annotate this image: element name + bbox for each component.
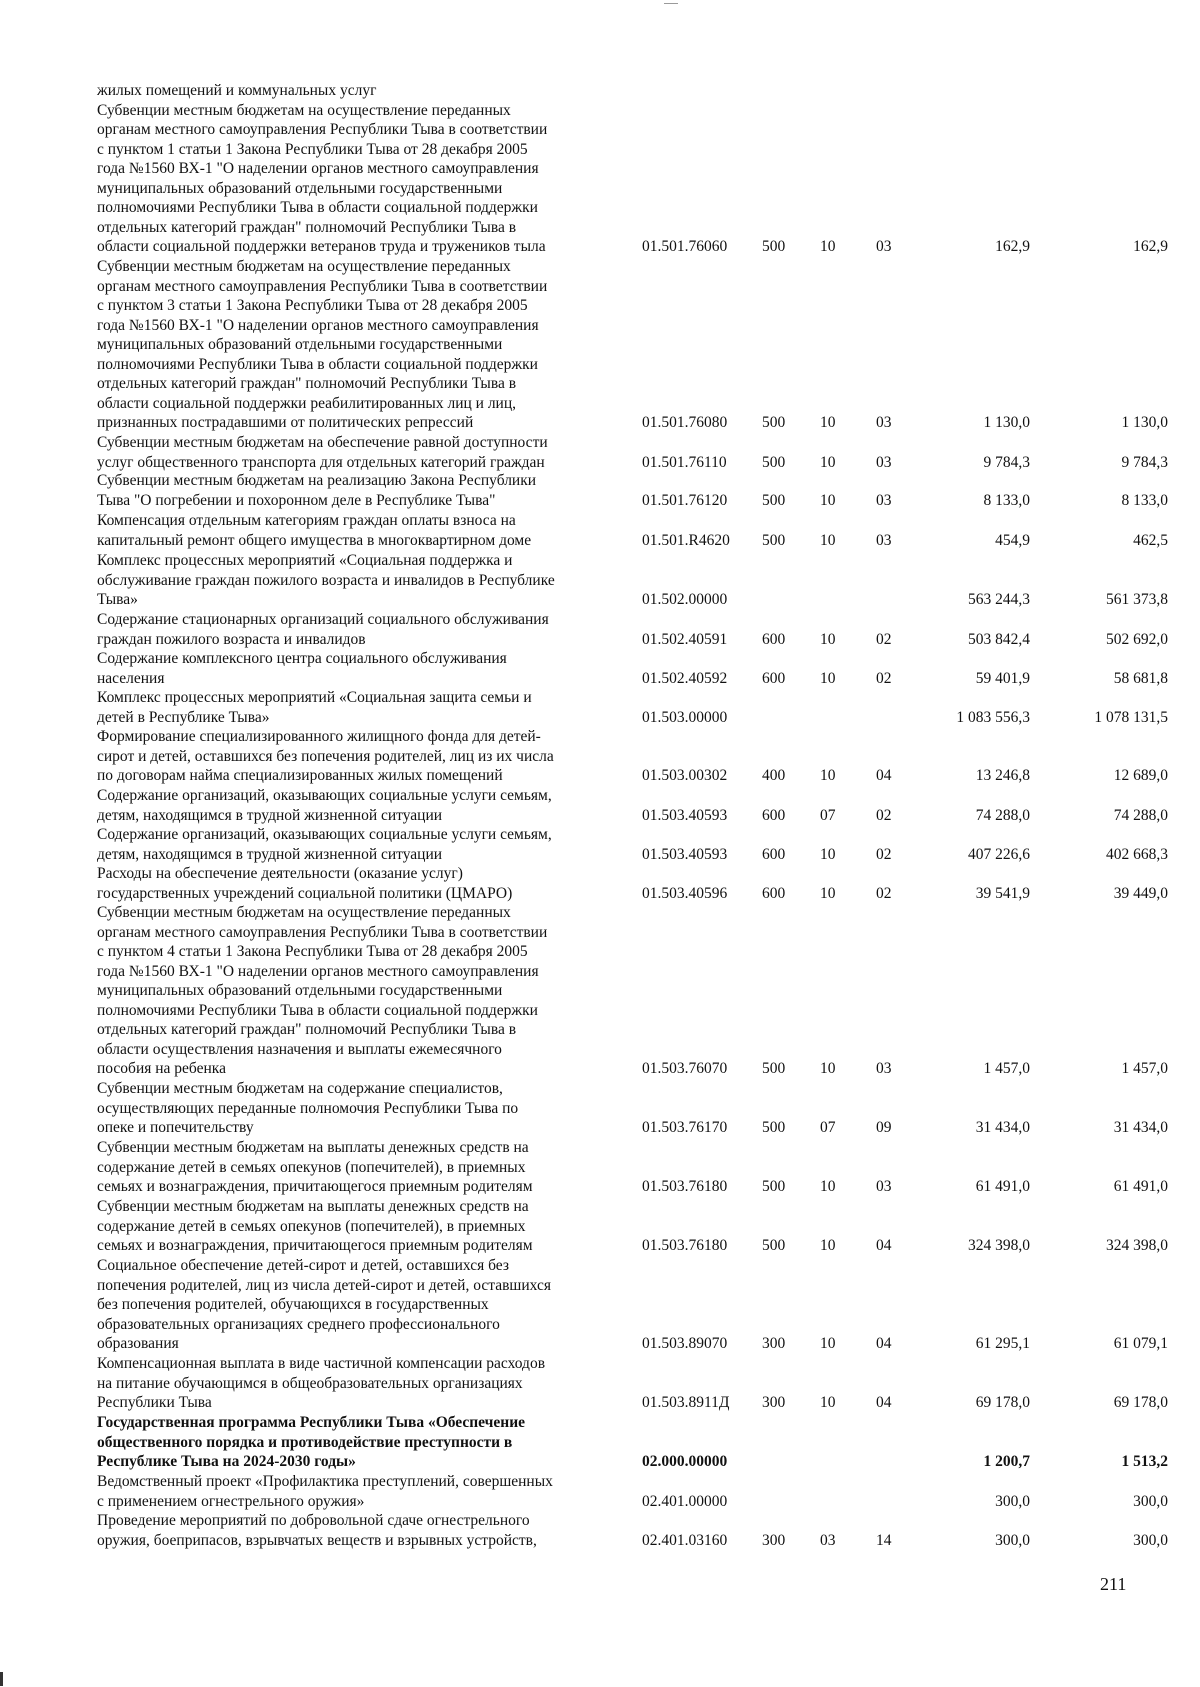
row-section: 10 [820, 630, 836, 648]
row-section: 10 [820, 414, 836, 431]
row-expense-type: 500 [762, 238, 786, 255]
row-amount-year-2: 561 373,8 [1106, 591, 1168, 608]
row-amount-year-2: 69 178,0 [1113, 1394, 1168, 1411]
row-expense-type: 300 [762, 1531, 786, 1549]
row-description: Субвенции местным бюджетам на содержание специалистов, осуществляющих переданные полномочия Республики Тыва по опеке и попечительству [97, 1080, 519, 1136]
row-expense-type: 600 [762, 669, 786, 687]
table-row [0, 1256, 1200, 1354]
row-target-code: 01.503.76180 [642, 1178, 728, 1195]
row-amount-year-1: 69 178,0 [975, 1394, 1030, 1411]
row-description: Субвенции местным бюджетам на осуществление переданных органам местного самоуправления Республики Тыва в соответствии с пунктом 3 статьи 1 Закона Республики Тыва от 28 декабря 2005 года №1560 ВХ-1 "О наделении органов местного самоуправления муниципальных образований отдельными государственными полномочиями Республики Тыва в области социальной поддержки отдельных категорий граждан" полномочий Республики Тыва в области социальной поддержки реабилитированных лиц и лиц, признанных пострадавшими от политических репрессий [97, 258, 548, 431]
table-row [0, 1472, 1200, 1511]
row-section: 10 [820, 1394, 836, 1411]
table-row [0, 1138, 1200, 1197]
row-amount-year-1: 503 842,4 [968, 630, 1030, 648]
row-subsection: 02 [876, 845, 892, 863]
row-amount-year-1: 563 244,3 [968, 591, 1030, 608]
row-section: 10 [820, 1237, 836, 1254]
table-row [0, 727, 1200, 786]
table-row [0, 649, 1200, 688]
row-description: Расходы на обеспечение деятельности (оказание услуг) государственных учреждений социальной политики (ЦМАРО) [97, 865, 513, 902]
row-subsection: 09 [876, 1119, 892, 1136]
row-description: Комплекс процессных мероприятий «Социальная поддержка и обслуживание граждан пожилого возраста и инвалидов в Республике Тыва» [97, 552, 555, 608]
row-description: Субвенции местным бюджетам на выплаты денежных средств на содержание детей в семьях опекунов (попечителей), в приемных семьях и вознаграждения, причитающегося приемным родителям [97, 1139, 533, 1195]
row-amount-year-2: 162,9 [1133, 238, 1168, 255]
table-row [0, 471, 1200, 510]
row-section: 10 [820, 453, 836, 471]
row-amount-year-1: 1 200,7 [983, 1453, 1030, 1470]
row-description: Социальное обеспечение детей-сирот и детей, оставшихся без попечения родителей, лиц из числа детей-сирот и детей, оставшихся без попечения родителей, обучающихся в государственных образовательных организациях среднего профессионального образования [97, 1257, 551, 1352]
row-subsection: 02 [876, 884, 892, 902]
row-amount-year-2: 1 513,2 [1121, 1453, 1168, 1470]
row-section: 10 [820, 531, 836, 549]
row-target-code: 01.503.76170 [642, 1119, 728, 1136]
row-amount-year-2: 61 079,1 [1113, 1335, 1168, 1352]
row-target-code: 01.501.76080 [642, 414, 728, 431]
table-row [0, 1413, 1200, 1472]
row-amount-year-2: 300,0 [1133, 1492, 1168, 1510]
row-amount-year-2: 8 133,0 [1121, 491, 1168, 509]
row-amount-year-1: 74 288,0 [975, 806, 1030, 824]
row-section: 10 [820, 238, 836, 255]
row-amount-year-2: 1 457,0 [1121, 1060, 1168, 1077]
row-target-code: 01.503.89070 [642, 1335, 728, 1352]
table-row [0, 1197, 1200, 1256]
row-amount-year-2: 502 692,0 [1106, 630, 1168, 648]
row-description: Субвенции местным бюджетам на выплаты денежных средств на содержание детей в семьях опекунов (попечителей), в приемных семьях и вознаграждения, причитающегося приемным родителям [97, 1198, 533, 1254]
row-expense-type: 500 [762, 491, 786, 509]
row-amount-year-1: 1 457,0 [983, 1060, 1030, 1077]
row-subsection: 14 [876, 1531, 892, 1549]
row-description: Содержание стационарных организаций социального обслуживания граждан пожилого возраста и инвалидов [97, 611, 549, 648]
row-description: Комплекс процессных мероприятий «Социальная защита семьи и детей в Республике Тыва» [97, 689, 532, 726]
row-target-code: 02.401.00000 [642, 1492, 728, 1510]
row-amount-year-1: 454,9 [995, 531, 1030, 549]
row-amount-year-1: 9 784,3 [983, 453, 1030, 471]
row-amount-year-2: 1 130,0 [1121, 414, 1168, 431]
row-target-code: 01.501.76120 [642, 491, 728, 509]
row-description: жилых помещений и коммунальных услуг Субвенции местным бюджетам на осуществление переданных органам местного самоуправления Республики Тыва в соответствии с пунктом 1 статьи 1 Закона Республики Тыва от 28 декабря 2005 года №1560 ВХ-1 "О наделении органов местного самоуправления муниципальных образований отдельными государственными полномочиями Республики Тыва в области социальной поддержки отдельных категорий граждан" полномочий Республики Тыва в области социальной поддержки ветеранов труда и тружеников тыла [97, 82, 548, 255]
row-subsection: 03 [876, 414, 892, 431]
row-expense-type: 300 [762, 1394, 786, 1411]
row-description: Ведомственный проект «Профилактика преступлений, совершенных с применением огнестрельного оружия» [97, 1473, 553, 1510]
row-section: 10 [820, 1060, 836, 1077]
table-row [0, 81, 1200, 257]
row-target-code: 01.503.76070 [642, 1060, 728, 1077]
table-row [0, 1354, 1200, 1413]
row-description: Формирование специализированного жилищного фонда для детей- сирот и детей, оставшихся без попечения родителей, лиц из их числа по договорам найма специализированных жилых помещений [97, 728, 554, 784]
row-amount-year-1: 407 226,6 [968, 845, 1030, 863]
row-section: 10 [820, 1335, 836, 1352]
row-target-code: 02.000.00000 [642, 1453, 728, 1470]
table-row [0, 433, 1200, 472]
row-amount-year-1: 59 401,9 [975, 669, 1030, 687]
table-row [0, 511, 1200, 550]
table-row [0, 688, 1200, 727]
row-subsection: 03 [876, 491, 892, 509]
row-description: Содержание комплексного центра социального обслуживания населения [97, 650, 507, 687]
row-amount-year-1: 162,9 [995, 238, 1030, 255]
row-amount-year-1: 300,0 [995, 1492, 1030, 1510]
row-subsection: 03 [876, 238, 892, 255]
row-target-code: 01.503.40596 [642, 884, 728, 902]
scan-artifact-corner [0, 1672, 3, 1686]
table-row [0, 1079, 1200, 1138]
row-amount-year-1: 324 398,0 [968, 1237, 1030, 1254]
table-row [0, 903, 1200, 1079]
table-row [0, 551, 1200, 610]
row-amount-year-2: 61 491,0 [1113, 1178, 1168, 1195]
row-target-code: 02.401.03160 [642, 1531, 728, 1549]
row-amount-year-2: 39 449,0 [1113, 884, 1168, 902]
row-amount-year-1: 300,0 [995, 1531, 1030, 1549]
row-subsection: 04 [876, 1237, 892, 1254]
row-amount-year-2: 58 681,8 [1113, 669, 1168, 687]
row-section: 07 [820, 1119, 836, 1136]
row-expense-type: 500 [762, 1060, 786, 1077]
row-target-code: 01.503.00000 [642, 708, 728, 726]
row-expense-type: 500 [762, 414, 786, 431]
row-description: Субвенции местным бюджетам на осуществление переданных органам местного самоуправления Республики Тыва в соответствии с пунктом 4 статьи 1 Закона Республики Тыва от 28 декабря 2005 года №1560 ВХ-1 "О наделении органов местного самоуправления муниципальных образований отдельными государственными полномочиями Республики Тыва в области социальной поддержки отдельных категорий граждан" полномочий Республики Тыва в области осуществления назначения и выплаты ежемесячного пособия на ребенка [97, 904, 548, 1077]
row-target-code: 01.502.40591 [642, 630, 728, 648]
row-amount-year-1: 31 434,0 [975, 1119, 1030, 1136]
row-amount-year-2: 31 434,0 [1113, 1119, 1168, 1136]
row-description: Субвенции местным бюджетам на реализацию Закона Республики Тыва "О погребении и похоронном деле в Республике Тыва" [97, 472, 537, 509]
row-expense-type: 400 [762, 767, 786, 784]
row-target-code: 01.501.76060 [642, 238, 728, 255]
row-expense-type: 500 [762, 531, 786, 549]
row-subsection: 03 [876, 453, 892, 471]
table-row [0, 257, 1200, 433]
row-target-code: 01.503.76180 [642, 1237, 728, 1254]
row-subsection: 04 [876, 1394, 892, 1411]
row-target-code: 01.501.76110 [642, 453, 727, 471]
row-description: Содержание организаций, оказывающих социальные услуги семьям, детям, находящимся в трудной жизненной ситуации [97, 787, 552, 824]
row-expense-type: 500 [762, 453, 786, 471]
row-subsection: 02 [876, 630, 892, 648]
row-description: Компенсация отдельным категориям граждан оплаты взноса на капитальный ремонт общего имущества в многоквартирном доме [97, 512, 532, 549]
row-expense-type: 600 [762, 884, 786, 902]
row-description: Государственная программа Республики Тыва «Обеспечение общественного порядка и противодействие преступности в Республике Тыва на 2024-2030 годы» [97, 1414, 526, 1470]
row-target-code: 01.503.00302 [642, 767, 728, 784]
row-section: 03 [820, 1531, 836, 1549]
row-section: 10 [820, 845, 836, 863]
row-target-code: 01.501.R4620 [642, 531, 730, 549]
row-target-code: 01.502.00000 [642, 591, 728, 608]
row-section: 07 [820, 806, 836, 824]
row-amount-year-1: 1 130,0 [983, 414, 1030, 431]
row-description: Содержание организаций, оказывающих социальные услуги семьям, детям, находящимся в трудной жизненной ситуации [97, 826, 552, 863]
row-expense-type: 600 [762, 630, 786, 648]
row-subsection: 03 [876, 531, 892, 549]
row-expense-type: 300 [762, 1335, 786, 1352]
row-section: 10 [820, 491, 836, 509]
row-amount-year-2: 1 078 131,5 [1094, 708, 1168, 726]
row-section: 10 [820, 669, 836, 687]
table-row [0, 610, 1200, 649]
row-subsection: 03 [876, 1178, 892, 1195]
row-subsection: 02 [876, 669, 892, 687]
page-number: 211 [1100, 1574, 1127, 1594]
row-subsection: 03 [876, 1060, 892, 1077]
table-row [0, 786, 1200, 825]
row-amount-year-1: 39 541,9 [975, 884, 1030, 902]
row-expense-type: 500 [762, 1178, 786, 1195]
row-description: Субвенции местным бюджетам на обеспечение равной доступности услуг общественного транспорта для отдельных категорий граждан [97, 434, 548, 471]
row-target-code: 01.503.40593 [642, 845, 728, 863]
row-amount-year-1: 13 246,8 [975, 767, 1030, 784]
table-row [0, 1511, 1200, 1550]
row-amount-year-1: 8 133,0 [983, 491, 1030, 509]
row-target-code: 01.503.40593 [642, 806, 728, 824]
row-description: Компенсационная выплата в виде частичной компенсации расходов на питание обучающимся в общеобразовательных организациях Республики Тыва [97, 1355, 546, 1411]
row-expense-type: 500 [762, 1237, 786, 1254]
row-expense-type: 600 [762, 845, 786, 863]
table-row [0, 825, 1200, 864]
row-amount-year-1: 61 295,1 [975, 1335, 1030, 1352]
row-section: 10 [820, 767, 836, 784]
row-amount-year-1: 1 083 556,3 [956, 708, 1030, 726]
scan-artifact [664, 3, 678, 4]
row-section: 10 [820, 884, 836, 902]
row-amount-year-2: 300,0 [1133, 1531, 1168, 1549]
row-amount-year-2: 462,5 [1133, 531, 1168, 549]
row-amount-year-2: 324 398,0 [1106, 1237, 1168, 1254]
row-amount-year-2: 12 689,0 [1113, 767, 1168, 784]
row-expense-type: 600 [762, 806, 786, 824]
row-target-code: 01.503.8911Д [642, 1394, 730, 1411]
row-expense-type: 500 [762, 1119, 786, 1136]
row-amount-year-1: 61 491,0 [975, 1178, 1030, 1195]
row-amount-year-2: 9 784,3 [1121, 453, 1168, 471]
row-subsection: 04 [876, 767, 892, 784]
row-subsection: 04 [876, 1335, 892, 1352]
table-row [0, 864, 1200, 903]
row-subsection: 02 [876, 806, 892, 824]
row-target-code: 01.502.40592 [642, 669, 728, 687]
row-amount-year-2: 74 288,0 [1113, 806, 1168, 824]
row-section: 10 [820, 1178, 836, 1195]
row-amount-year-2: 402 668,3 [1106, 845, 1168, 863]
row-description: Проведение мероприятий по добровольной сдаче огнестрельного оружия, боеприпасов, взрывчатых веществ и взрывных устройств, [97, 1512, 537, 1549]
